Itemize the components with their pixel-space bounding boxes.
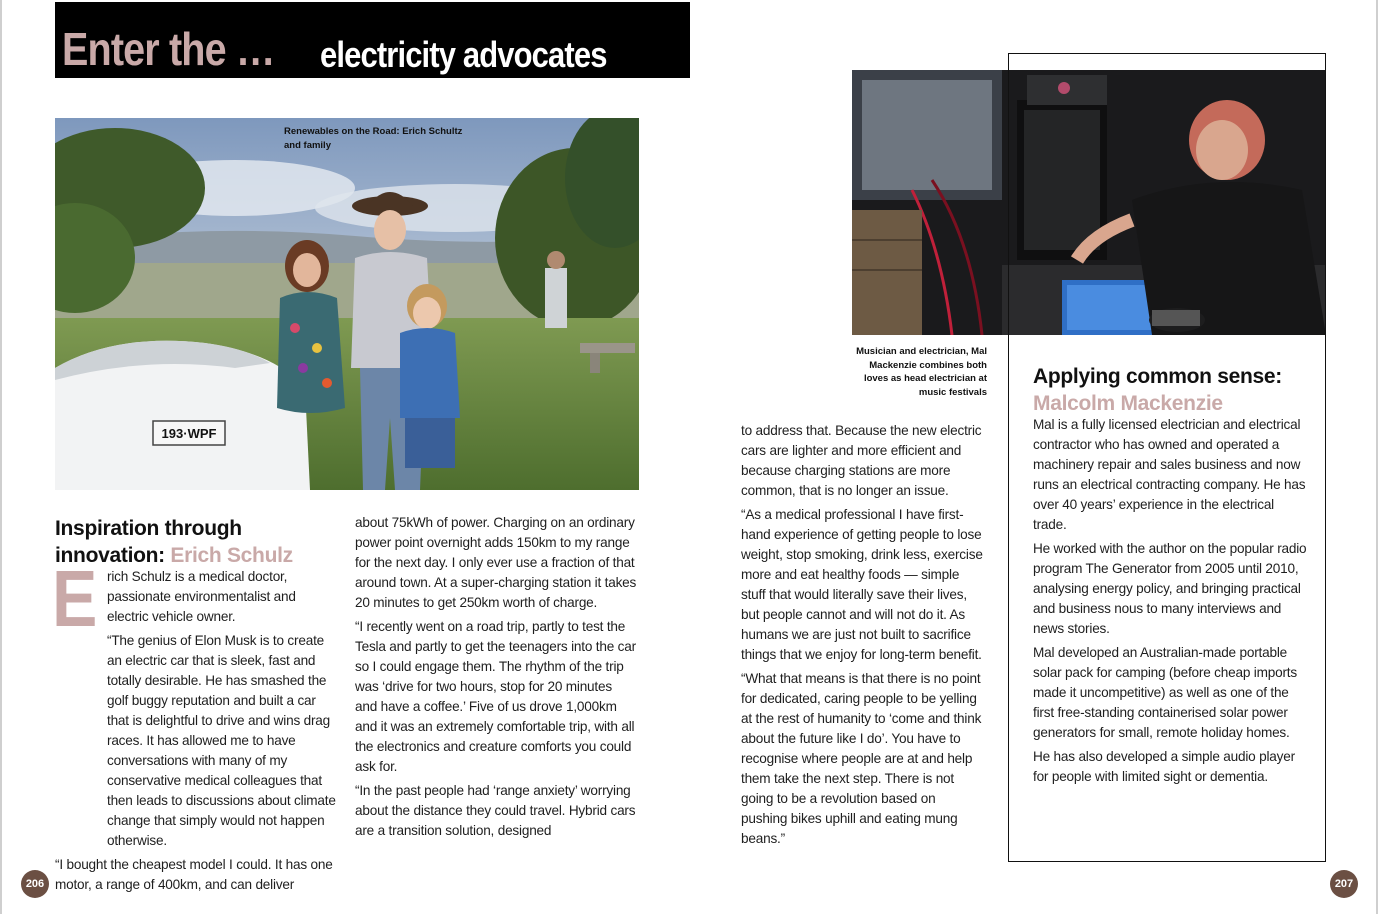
paragraph-text: “The genius of Elon Musk is to create an electric car that is sleek, fast and totally desirable. He has smashed the golf buggy reputation and built a car that is delightful to drive and wins drag races. It has allowed me to have conversations with many of my conservative medical colleagues that then leads to discussions about climate change that simply would not happen otherwise. <box>107 633 336 848</box>
family-photo-illustration <box>55 118 639 490</box>
column-4 <box>1033 415 1308 791</box>
heading-prefix: Applying common sense: <box>1033 365 1282 388</box>
paragraph: Mal is a fully licensed electrician and electrical contractor who has owned and operated a machinery repair and sales business and now runs an electrical contracting company. He has over 40 years’ experience in the electrical trade. <box>1033 417 1306 532</box>
paragraph: Mal developed an Australian-made portable solar pack for camping (before cheap imports made it uncompetitive) as well as one of the first free-standing containerised solar power generators for small, remote holiday homes. <box>1033 645 1297 740</box>
paragraph: “In the past people had ‘range anxiety’ worrying about the distance they could travel. Hybrid cars are a transition solution, designed <box>355 783 636 838</box>
page-number-right: 207 <box>1330 870 1358 898</box>
paragraph: “I bought the cheapest model I could. It has one motor, a range of 400km, and can deliver <box>55 857 333 892</box>
drop-cap: E <box>52 554 98 643</box>
licence-plate: 193·WPF <box>161 426 217 441</box>
paragraph: “I recently went on a road trip, partly to test the Tesla and partly to get the teenagers into the car so I could engage them. The rhythm of the trip was ‘drive for two hours, stop for 20 minutes and have a coffee.’ Five of us drove 1,000km and it was an extremely comfortable trip, with all the electronics and creature comforts you could ask for. <box>355 619 636 774</box>
title-part2: electricity advocates <box>320 34 607 75</box>
heading-name: Malcolm Mackenzie <box>1033 392 1223 415</box>
paragraph: about 75kWh of power. Charging on an ordinary power point overnight adds 150km to my range for the next day. I only ever use a fraction of that around town. At a super-charging station it takes 20 minutes to get 250km worth of charge. <box>355 515 637 610</box>
paragraph: He has also developed a simple audio player for people with limited sight or dementia. <box>1033 749 1295 784</box>
paragraph: He worked with the author on the popular radio program The Generator from 2005 until 2010, analysing energy policy, and bringing practical and business nous to many interviews and news stories. <box>1033 541 1307 636</box>
heading-prefix: Inspiration through innovation: <box>55 517 242 567</box>
column-2 <box>355 513 637 845</box>
heading-name: Erich Schulz <box>170 544 293 567</box>
heading-malcolm-mackenzie <box>1033 363 1313 417</box>
title-banner <box>55 2 690 78</box>
title-part1: Enter the … <box>62 23 275 75</box>
paragraph: “What that means is that there is no point for dedicated, caring people to be yelling at the rest of humanity to ‘come and think about the future like I do’. You have to recognise where people are at and help them take the next step. There is not going to be a revolution based on pushing bikes uphill and eating mung beans.” <box>741 671 982 846</box>
photo2-caption: Musician and electrician, Mal Mackenzie combines both loves as head electrician at music festivals <box>856 346 987 398</box>
column-1 <box>52 554 339 899</box>
column-3 <box>741 421 985 853</box>
photo1-caption: Renewables on the Road: Erich Schultz and family <box>284 126 463 151</box>
heading-erich-schulz <box>55 515 345 569</box>
paragraph <box>55 631 339 851</box>
page-number-left: 206 <box>21 870 49 898</box>
paragraph: rich Schulz is a medical doctor, passionate environmentalist and electric vehicle owner. <box>107 569 296 624</box>
paragraph: “As a medical professional I have first-hand experience of getting people to lose weight, stop smoking, drink less, exercise more and eat healthy foods — simple stuff that would literally save their lives, but people cannot and will not do it. As humans we are just not built to sacrifice things that we enjoy for long-term benefit. <box>741 507 983 662</box>
paragraph: to address that. Because the new electric cars are lighter and more efficient and because charging stations are more common, that is no longer an issue. <box>741 423 982 498</box>
photo-erich-schulz-family <box>55 118 639 490</box>
